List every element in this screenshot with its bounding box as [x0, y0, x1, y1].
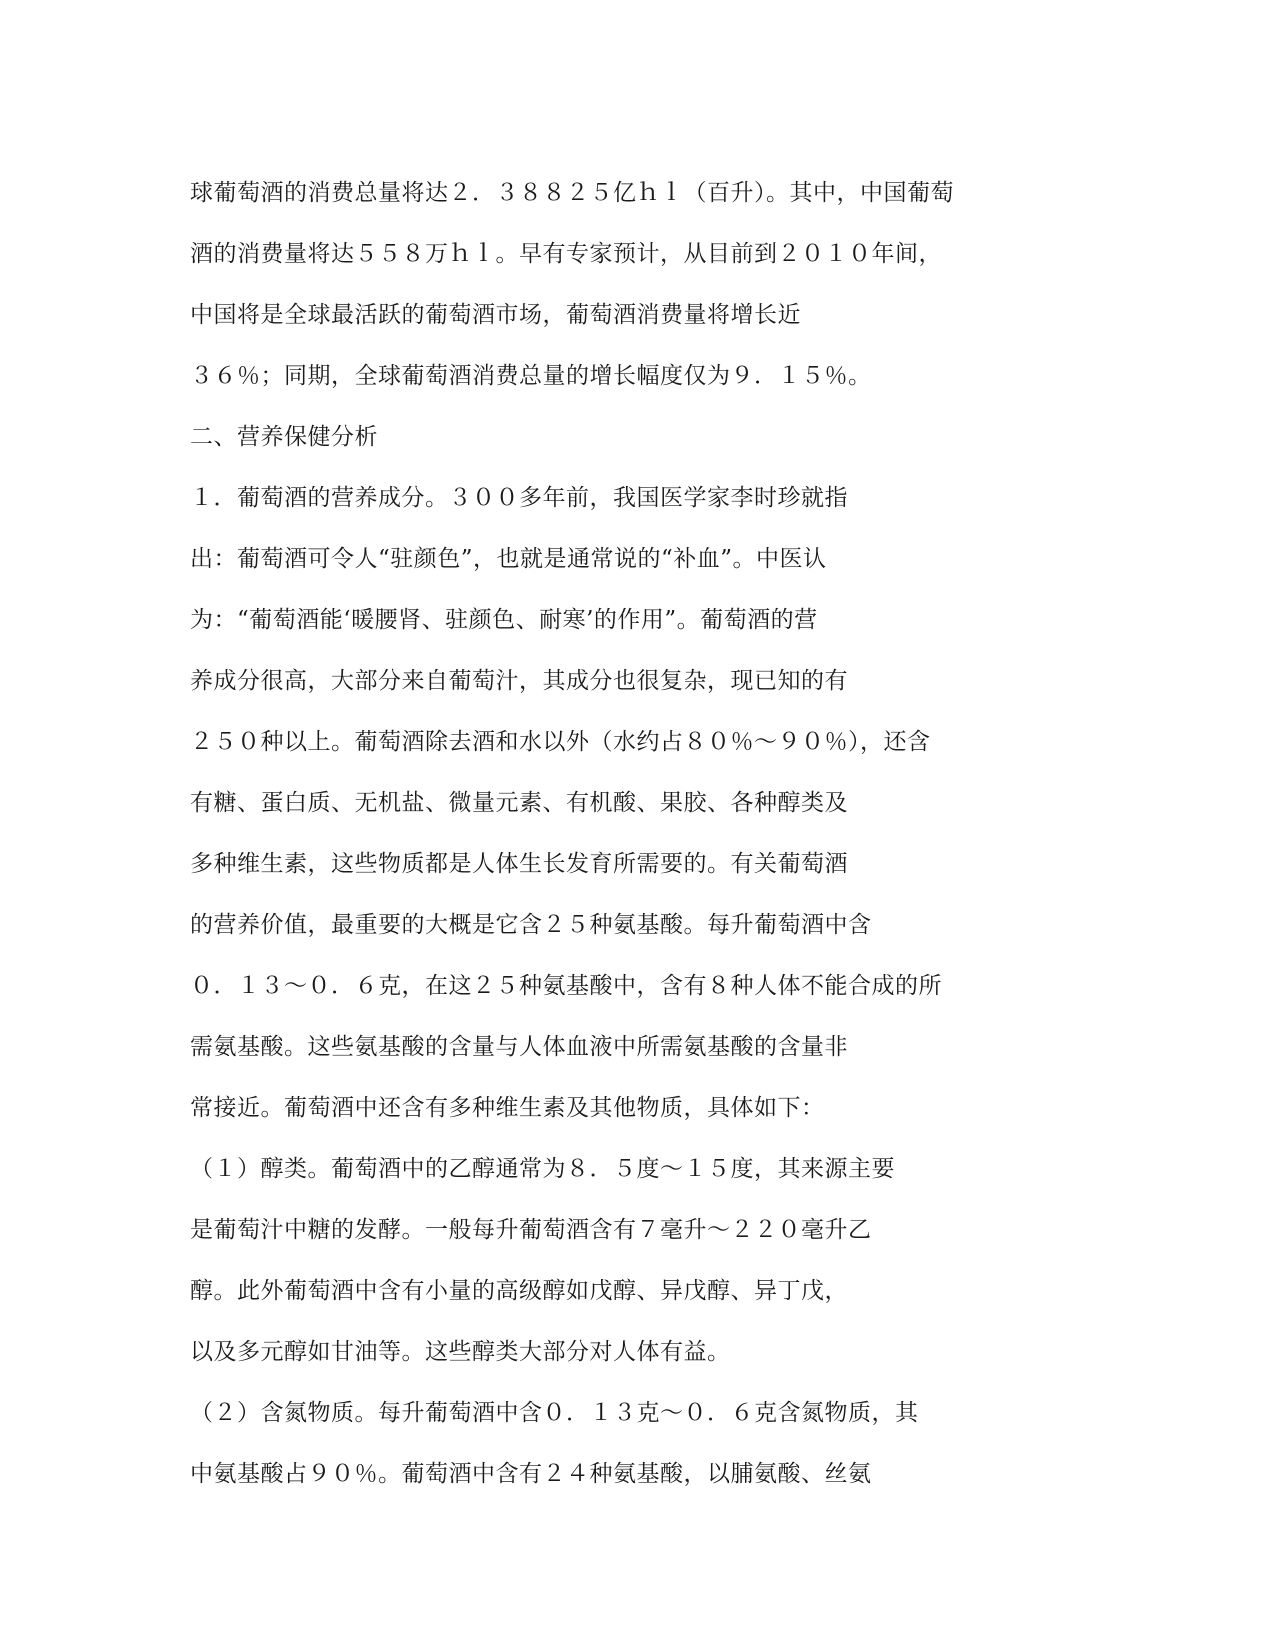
- text-line: 以及多元醇如甘油等。这些醇类大部分对人体有益。: [190, 1339, 731, 1365]
- text-line: 为：“葡萄酒能‘暖腰肾、驻颜色、耐寒’的作用”。葡萄酒的营: [190, 607, 818, 633]
- text-line: 中氨基酸占９０％。葡萄酒中含有２４种氨基酸，以脯氨酸、丝氨: [190, 1461, 872, 1487]
- text-line: 常接近。葡萄酒中还含有多种维生素及其他物质，具体如下：: [190, 1095, 825, 1121]
- text-line: 多种维生素，这些物质都是人体生长发育所需要的。有关葡萄酒: [190, 851, 848, 877]
- text-line: ２５０种以上。葡萄酒除去酒和水以外（水约占８０％～９０％），还含: [190, 729, 931, 755]
- text-line: 需氨基酸。这些氨基酸的含量与人体血液中所需氨基酸的含量非: [190, 1034, 848, 1060]
- text-line: 是葡萄汁中糖的发酵。一般每升葡萄酒含有７毫升～２２０毫升乙: [190, 1217, 872, 1243]
- text-line: １．葡萄酒的营养成分。３００多年前，我国医学家李时珍就指: [190, 485, 848, 511]
- section-heading: 二、营养保健分析: [190, 424, 378, 450]
- text-line: （１）醇类。葡萄酒中的乙醇通常为８．５度～１５度，其来源主要: [190, 1156, 895, 1182]
- text-line: 的营养价值，最重要的大概是它含２５种氨基酸。每升葡萄酒中含: [190, 912, 872, 938]
- text-line: （２）含氮物质。每升葡萄酒中含０．１３克～０．６克含氮物质，其: [190, 1400, 919, 1426]
- text-line: 出：葡萄酒可令人“驻颜色”，也就是通常说的“补血”。中医认: [190, 546, 827, 572]
- text-line: 酒的消费量将达５５８万ｈｌ。早有专家预计，从目前到２０１０年间，: [190, 241, 942, 267]
- text-line: 醇。此外葡萄酒中含有小量的高级醇如戊醇、异戊醇、异丁戊，: [190, 1278, 848, 1304]
- text-line: 球葡萄酒的消费总量将达２．３８８２５亿ｈｌ（百升）。其中，中国葡萄: [190, 180, 954, 206]
- text-line: ３６％；同期，全球葡萄酒消费总量的增长幅度仅为９．１５％。: [190, 363, 872, 389]
- text-line: 养成分很高，大部分来自葡萄汁，其成分也很复杂，现已知的有: [190, 668, 848, 694]
- text-line: ０．１３～０．６克，在这２５种氨基酸中，含有８种人体不能合成的所: [190, 973, 942, 999]
- text-line: 中国将是全球最活跃的葡萄酒市场，葡萄酒消费量将增长近: [190, 302, 801, 328]
- text-line: 有糖、蛋白质、无机盐、微量元素、有机酸、果胶、各种醇类及: [190, 790, 848, 816]
